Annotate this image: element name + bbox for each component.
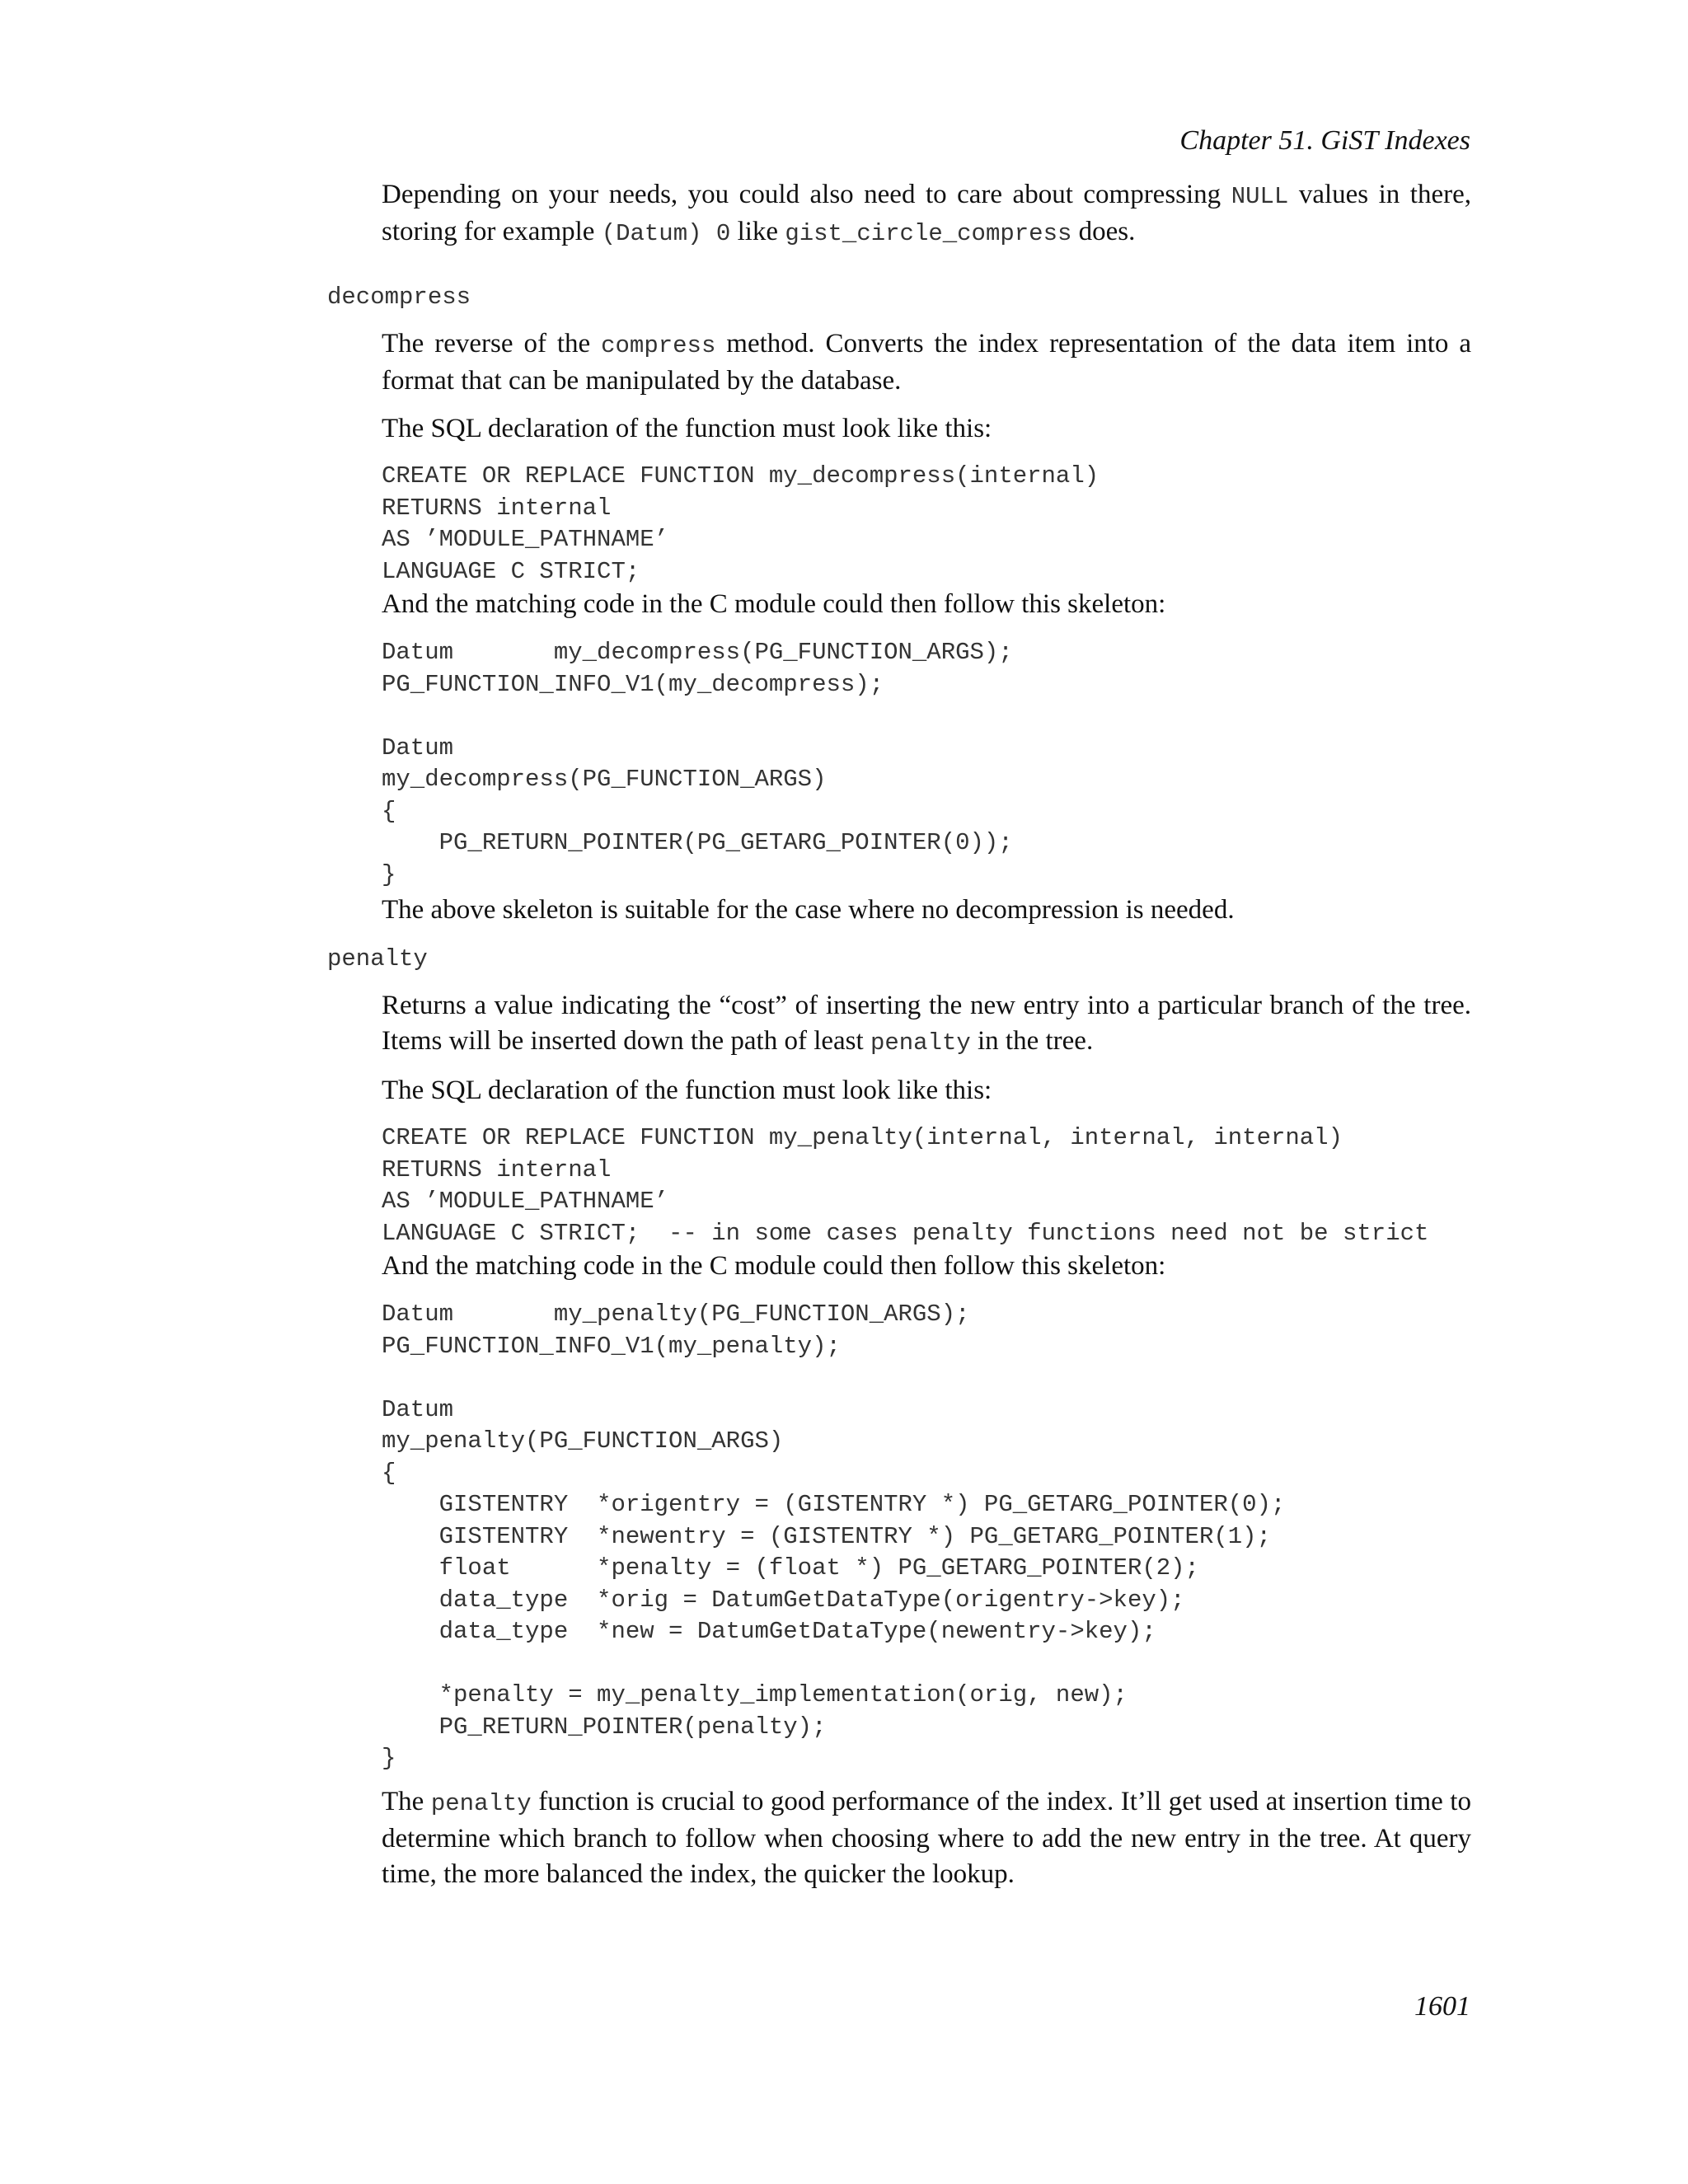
penalty-closing-code-penalty: penalty — [430, 1790, 532, 1817]
penalty-c-code: Datum my_penalty(PG_FUNCTION_ARGS); PG_FUNCTION_INFO_V1(my_penalty); Datum my_penalty(PG_FUNCTION_ARGS) { GISTENTRY *origentry = (GISTENTRY *) PG_GETARG_POINTER(0); GISTENTRY *newentry = (GISTENTRY *) PG_GETARG_POINTER(1); float *penalty = (float *) PG_GETARG_POINTER(2); data_type *orig = DatumGetDataType(origentry->key); data_type *new = DatumGetDataType(newentry->key); *penalty = my_penalty_implementation(orig, new); PG_RETURN_POINTER(penalty); } — [382, 1301, 1286, 1772]
intro-paragraph — [382, 177, 1471, 251]
intro-text-4: does. — [1071, 217, 1136, 246]
intro-text-1: Depending on your needs, you could also need to care about compressing — [382, 180, 1231, 209]
decompress-sql-intro: The SQL declaration of the function must look like this: — [382, 414, 992, 443]
decompress-c-code: Datum my_decompress(PG_FUNCTION_ARGS); PG_FUNCTION_INFO_V1(my_decompress); Datum my_decompress(PG_FUNCTION_ARGS) { PG_RETURN_POINTER(PG_GETARG_POINTER(0)); } — [382, 639, 1013, 888]
term-decompress: decompress — [327, 284, 471, 311]
term-penalty: penalty — [327, 945, 428, 972]
intro-text-2: values in there, storing for example — [382, 180, 1471, 246]
penalty-closing-text-2: function is crucial to good performance of the index. It’ll get used at insertion time to determine which branch to follow when choosing where to add the new entry in the tree. At query time, the more balanced the index, the quicker the lookup. — [382, 1787, 1471, 1889]
penalty-desc-code-penalty: penalty — [870, 1029, 971, 1057]
penalty-description — [382, 988, 1471, 1061]
intro-code-null: NULL — [1231, 183, 1289, 210]
page-number: 1601 — [1414, 1991, 1470, 2022]
penalty-desc-text-2: in the tree. — [970, 1026, 1094, 1056]
decompress-description — [382, 326, 1471, 399]
decompress-desc-code-compress: compress — [601, 332, 716, 359]
penalty-closing-text-1: The — [382, 1787, 431, 1816]
decompress-desc-text-2: method. Converts the index representation of the data item into a format that can be manipulated by the database. — [382, 329, 1472, 396]
decompress-sql-code: CREATE OR REPLACE FUNCTION my_decompress(internal) RETURNS internal AS ’MODULE_PATHNAME’ LANGUAGE C STRICT; — [382, 462, 1100, 585]
penalty-sql-code: CREATE OR REPLACE FUNCTION my_penalty(internal, internal, internal) RETURNS internal AS ’MODULE_PATHNAME’ LANGUAGE C STRICT; -- in some cases penalty functions need not be strict — [382, 1124, 1429, 1247]
intro-code-gist-circle-compress: gist_circle_compress — [785, 220, 1072, 247]
penalty-desc-text-1: Returns a value indicating the “cost” of inserting the new entry into a particular branch of the tree. Items will be inserted down the path of least — [382, 991, 1471, 1056]
penalty-sql-intro: The SQL declaration of the function must look like this: — [382, 1076, 992, 1105]
penalty-closing-paragraph — [382, 1784, 1471, 1892]
intro-text-3: like — [730, 217, 785, 246]
decompress-note: The above skeleton is suitable for the case where no decompression is needed. — [382, 895, 1235, 925]
decompress-c-intro: And the matching code in the C module could then follow this skeleton: — [382, 589, 1166, 619]
decompress-desc-text-1: The reverse of the — [382, 329, 602, 359]
intro-code-datum: (Datum) 0 — [601, 220, 731, 247]
running-header: Chapter 51. GiST Indexes — [1179, 125, 1470, 156]
penalty-c-intro: And the matching code in the C module could then follow this skeleton: — [382, 1251, 1166, 1281]
